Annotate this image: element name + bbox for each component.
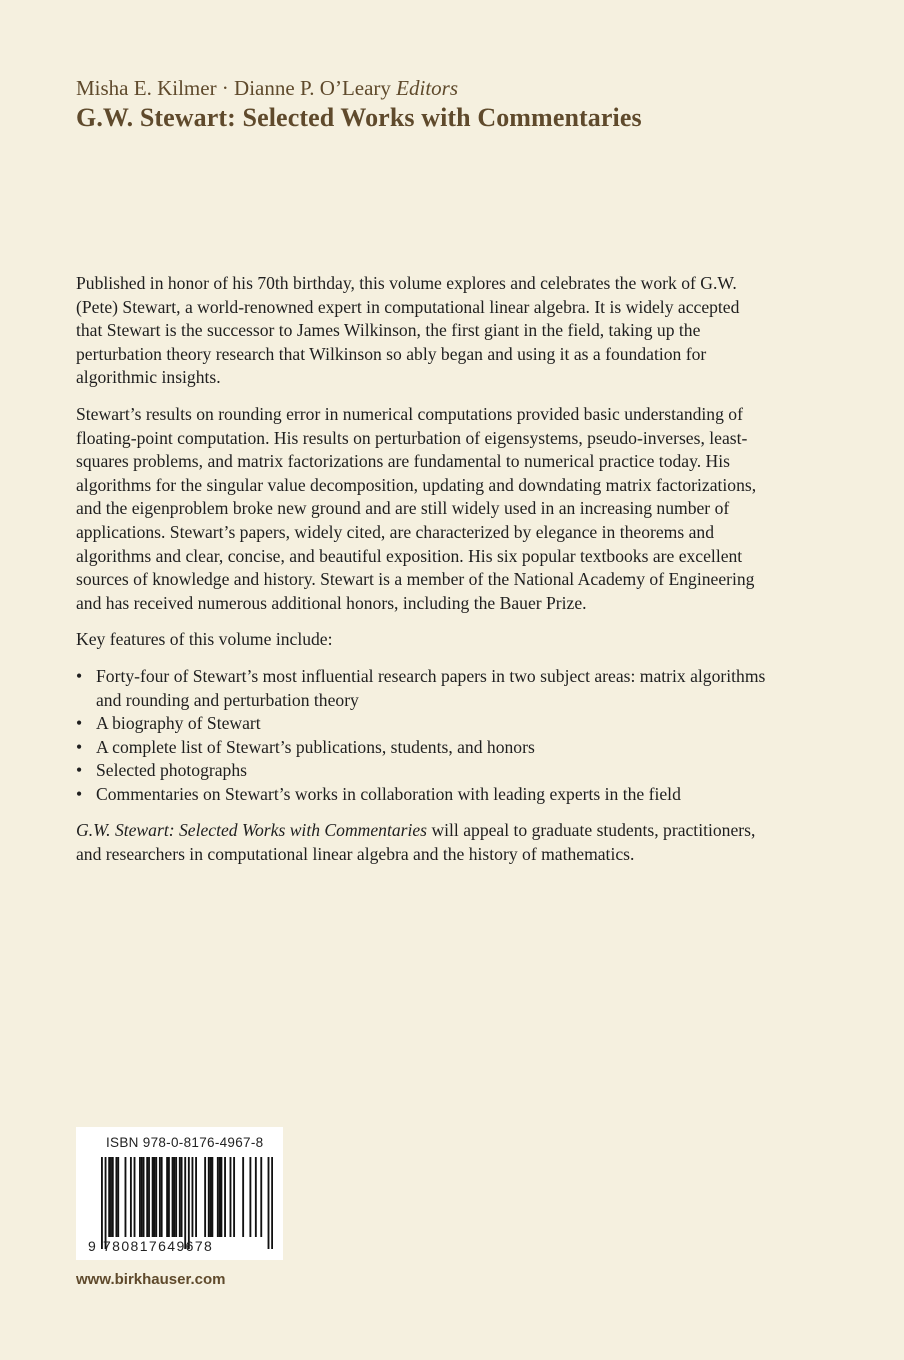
barcode-bar [184,1157,186,1249]
feature-item: • A complete list of Stewart’s publications, students, and honors [76,736,766,760]
barcode-lead-digit: 9 [88,1238,98,1254]
barcode-bar [148,1157,150,1237]
barcode-bar [115,1157,117,1237]
barcode-bar [233,1157,235,1237]
barcode-bar [224,1157,226,1237]
feature-item: • Forty-four of Stewart’s most influential research papers in two subject areas: matrix algorithms and rounding and perturbation theory [76,665,766,712]
barcode-panel [76,1127,283,1260]
barcode-bar [210,1157,212,1237]
barcode-bar [179,1157,181,1237]
barcode-bar [192,1157,194,1237]
barcode-bars [101,1157,273,1249]
barcode-bar [271,1157,273,1249]
barcode-bar [211,1157,213,1237]
barcode-bar [268,1157,270,1249]
closing-text: will appeal to graduate students, practitioners, and researchers in computational linear algebra and the history of mathematics. [76,820,756,865]
blurb [76,272,766,880]
closing-book-title: G.W. Stewart: Selected Works with Commentaries [76,820,428,841]
barcode-bar [146,1157,148,1237]
barcode-bar [143,1157,145,1237]
barcode-bar [175,1157,177,1237]
barcode-bar [159,1157,161,1237]
feature-item: • A biography of Stewart [76,712,766,736]
barcode-number: 780817649678 [103,1238,214,1254]
barcode-bar [112,1157,114,1237]
book-title: G.W. Stewart: Selected Works with Commentaries [76,103,642,132]
barcode-bar [139,1157,141,1237]
barcode-bar [105,1157,107,1249]
barcode-bar [220,1157,222,1237]
barcode-bar [134,1157,136,1237]
barcode-bar [260,1157,262,1237]
barcode-bar [161,1157,163,1237]
barcode-bar [219,1157,221,1237]
barcode-bar [188,1157,190,1249]
blurb-paragraph-2: Stewart’s results on rounding error in numerical computations provided basic understanding of floating-point computation. His results on perturbation of eigensystems, pseudo-inverses, least-squares problems, and matrix factorizations are fundamental to numerical practice today. His algorithms for the singular value decomposition, updating and downdating matrix factorizations, and the eigenproblem broke new ground and are still widely used in an increasing number of applications. Stewart’s papers, widely cited, are characterized by elegance in theorems and algorithms and clear, concise, and beautiful exposition. His six popular textbooks are excellent sources of knowledge and history. Stewart is a member of the National Academy of Engineering and has received numerous additional honors, including the Bauer Prize. [76,403,757,613]
features-list [76,665,766,807]
barcode-bar [242,1157,244,1237]
closing-paragraph [76,819,766,866]
barcode-bar [108,1157,110,1237]
editors-names: Misha E. Kilmer · Dianne P. O’Leary [76,76,391,100]
barcode-bar [181,1157,183,1237]
barcode-bar [130,1157,132,1237]
publisher-url[interactable]: www.birkhauser.com [76,1271,226,1288]
barcode-bar [249,1157,251,1237]
barcode-bar [195,1157,197,1237]
barcode-bar [172,1157,174,1237]
barcode-bar [125,1157,127,1237]
barcode-bar [173,1157,175,1237]
barcode-bar [230,1157,232,1237]
editors-role: Editors [396,76,459,100]
barcode-bar [208,1157,210,1237]
barcode-bar [204,1157,206,1237]
cover-header [76,74,856,134]
barcode-bar [217,1157,219,1237]
barcode-bar [110,1157,112,1237]
barcode-bar [154,1157,156,1237]
barcode-bar [117,1157,119,1237]
barcode-bar [255,1157,257,1237]
isbn-label: ISBN 978-0-8176-4967-8 [106,1135,264,1150]
barcode-bar [168,1157,170,1237]
feature-item: • Selected photographs [76,759,766,783]
editors-line [76,74,856,102]
barcode-bar [166,1157,168,1237]
features-intro: Key features of this volume include: [76,629,333,650]
blurb-paragraph-1: Published in honor of his 70th birthday, this volume explores and celebrates the work of G.W. (Pete) Stewart, a world-renowned expert in computational linear algebra. It is widely accepted that Stewart is the successor to James Wilkinson, the first giant in the field, taking up the perturbation theory research that Wilkinson so ably began and using it as a foundation for algorithmic insights. [76,273,740,388]
feature-item: • Commentaries on Stewart’s works in collaboration with leading experts in the field [76,783,766,807]
barcode-bar [141,1157,143,1237]
barcode-bar [155,1157,157,1237]
barcode-bar [101,1157,103,1249]
barcode-bar [152,1157,154,1237]
